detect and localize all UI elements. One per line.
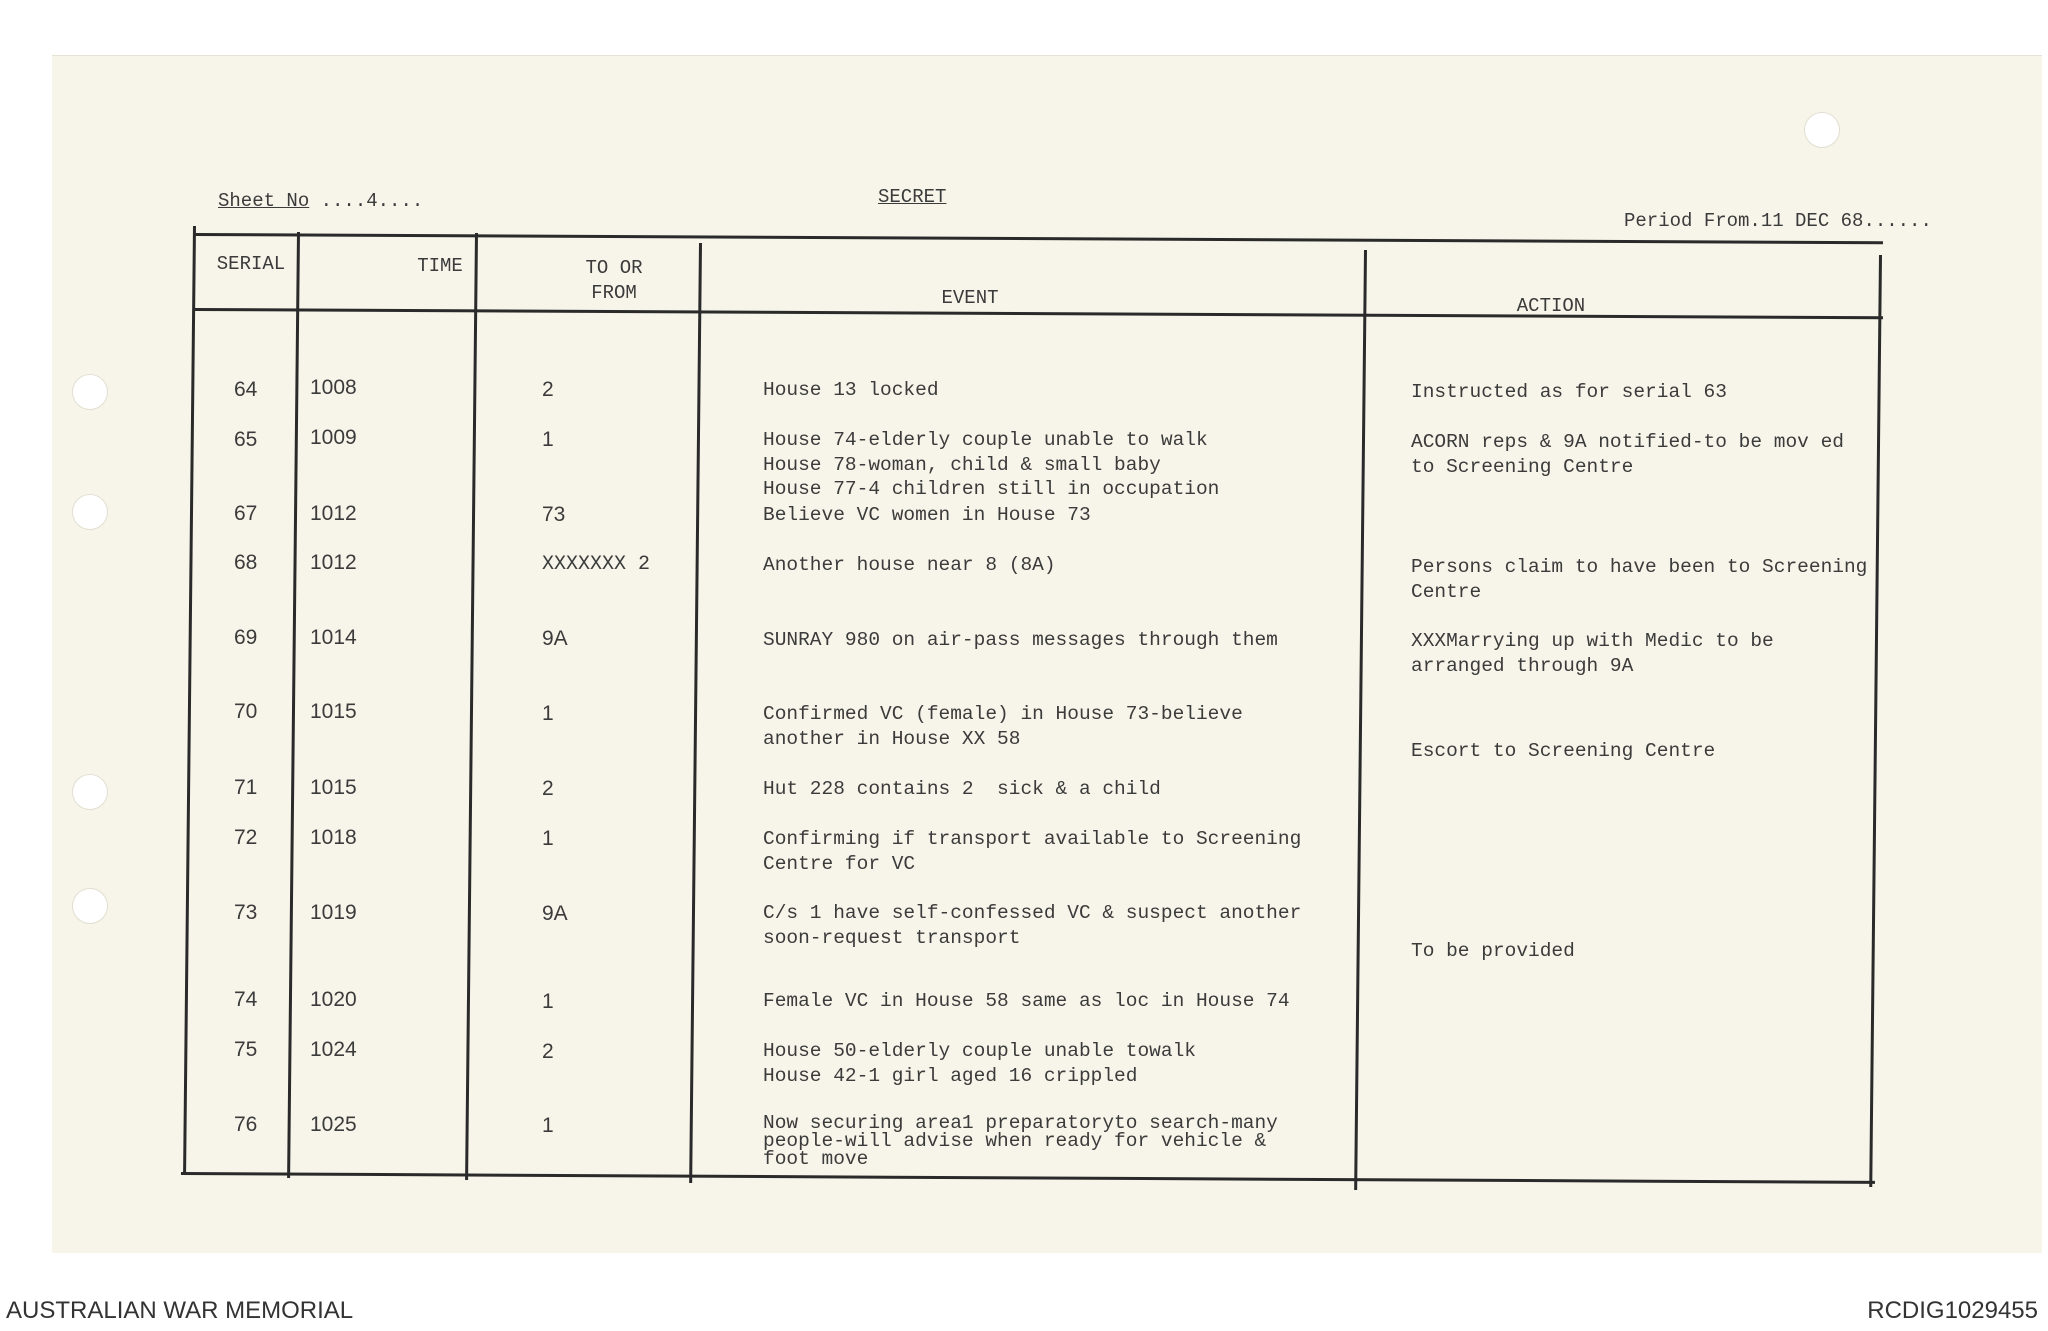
serial-cell: 68 (234, 551, 258, 574)
time-cell: 1024 (310, 1038, 357, 1061)
sheet-number (218, 190, 423, 212)
event-cell: C/s 1 have self-confessed VC & suspect another soon-request transport (763, 902, 1302, 949)
time-cell: 1018 (310, 826, 357, 849)
serial-cell: 67 (234, 502, 258, 525)
sheet-number-value: ....4.... (320, 190, 424, 212)
action-cell: Persons claim to have been to Screening Centre (1411, 556, 1868, 603)
serial-cell: 74 (234, 988, 258, 1011)
punch-hole (72, 774, 108, 810)
event-cell: Confirmed VC (female) in House 73-believe another in House XX 58 (763, 703, 1243, 750)
column-header-action: ACTION (1516, 295, 1586, 317)
punch-hole (1804, 112, 1840, 148)
action-cell: To be provided (1411, 939, 1575, 962)
sheet-label: Sheet No (218, 190, 310, 212)
action-cell: Instructed as for serial 63 (1411, 381, 1727, 403)
event-cell: Confirming if transport available to Screening Centre for VC (763, 828, 1302, 875)
column-header-time: TIME (417, 255, 463, 277)
classification-title: SECRET (878, 186, 947, 208)
time-cell: 1012 (310, 502, 357, 525)
punch-hole (72, 374, 108, 410)
to-from-cell: 1 (542, 827, 554, 850)
column-header-to-or-from: TO OR FROM (585, 257, 643, 304)
archive-credit: AUSTRALIAN WAR MEMORIAL (6, 1297, 354, 1324)
time-cell: 1025 (310, 1113, 357, 1136)
event-cell: House 74-elderly couple unable to walk House 78-woman, child & small baby House 77-4 children still in occupation (763, 429, 1220, 500)
to-from-cell: 1 (542, 428, 554, 451)
punch-hole (72, 888, 108, 924)
serial-cell: 73 (234, 901, 258, 924)
serial-cell: 71 (234, 776, 258, 799)
serial-cell: 64 (234, 378, 258, 401)
event-cell: House 50-elderly couple unable towalk House 42-1 girl aged 16 crippled (763, 1040, 1196, 1087)
to-from-cell: 1 (542, 990, 554, 1013)
to-from-cell: XXXXXXX 2 (542, 553, 651, 576)
to-from-cell: 1 (542, 1114, 554, 1137)
column-header-serial: SERIAL (216, 253, 286, 275)
event-cell: Female VC in House 58 same as loc in House 74 (763, 990, 1290, 1012)
time-cell: 1012 (310, 551, 357, 574)
period-from (1624, 210, 1932, 232)
punch-hole (72, 494, 108, 530)
serial-cell: 70 (234, 700, 258, 723)
action-cell: Escort to Screening Centre (1411, 739, 1716, 762)
action-cell: XXXMarrying up with Medic to be arranged through 9A (1411, 630, 1774, 677)
serial-cell: 69 (234, 626, 258, 649)
period-label: Period From (1624, 210, 1750, 232)
event-cell: Another house near 8 (8A) (763, 554, 1056, 576)
time-cell: 1009 (310, 426, 357, 449)
time-cell: 1008 (310, 376, 357, 399)
column-header-event: EVENT (941, 287, 999, 309)
to-from-cell: 9A (542, 902, 568, 925)
to-from-cell: 1 (542, 702, 554, 725)
serial-cell: 76 (234, 1113, 258, 1136)
event-cell: Now securing area1 preparatoryto search-many people-will advise when ready for vehicle & foot move (763, 1112, 1278, 1170)
serial-cell: 65 (234, 428, 258, 451)
time-cell: 1020 (310, 988, 357, 1011)
to-from-cell: 2 (542, 777, 554, 800)
event-cell: Hut 228 contains 2 sick & a child (763, 778, 1161, 800)
time-cell: 1015 (310, 700, 357, 723)
to-from-cell: 9A (542, 627, 568, 650)
time-cell: 1019 (310, 901, 357, 924)
time-cell: 1015 (310, 776, 357, 799)
event-cell: House 13 locked (763, 379, 939, 401)
time-cell: 1014 (310, 626, 357, 649)
period-value: .11 DEC 68...... (1749, 210, 1932, 232)
to-from-cell: 2 (542, 378, 554, 401)
action-cell: ACORN reps & 9A notified-to be mov ed to Screening Centre (1411, 431, 1844, 478)
to-from-cell: 73 (542, 503, 566, 526)
serial-cell: 72 (234, 826, 258, 849)
event-cell: SUNRAY 980 on air-pass messages through them (763, 629, 1278, 651)
to-from-cell: 2 (542, 1040, 554, 1063)
serial-cell: 75 (234, 1038, 258, 1061)
archive-id: RCDIG1029455 (1867, 1297, 2038, 1324)
event-cell: Believe VC women in House 73 (763, 504, 1091, 526)
